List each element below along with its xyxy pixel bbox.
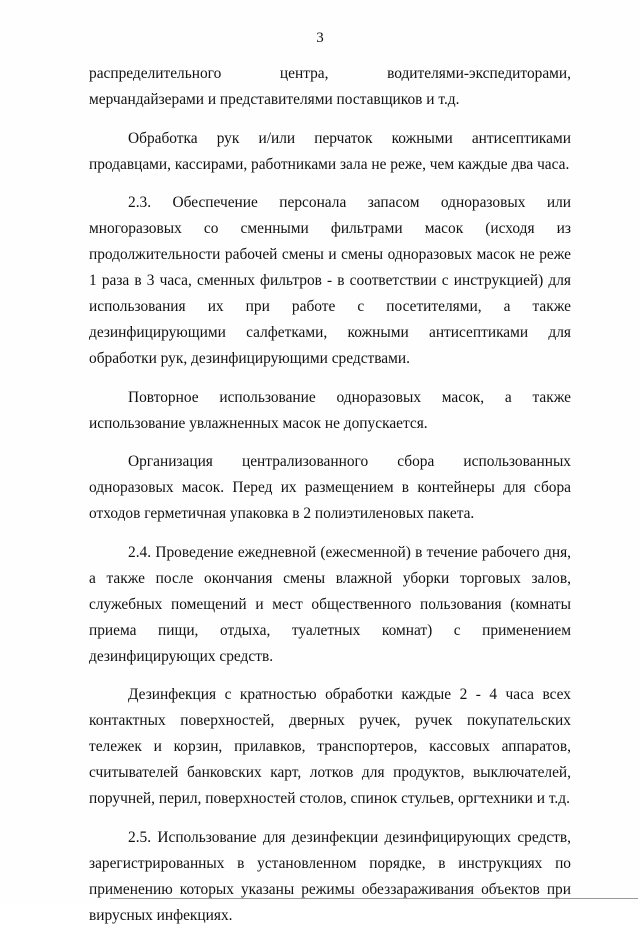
paragraph-2-4: 2.4. Проведение ежедневной (ежесменной) в течение рабочего дня, а также после окончания смены влажной уборки торговых залов, служебных помещений и мест общественного пользования (комнаты приема пищи, отдыха, туалетных комнат) с применением дезинфицирующих средств. (89, 543, 571, 665)
paragraph-hand-treatment: Обработка рук и/или перчаток кожными антисептиками продавцами, кассирами, работниками зала не реже, чем каждые два часа. (89, 129, 571, 173)
page-number: 3 (316, 30, 324, 46)
paragraph-disinfection-surfaces: Дезинфекция с кратностью обработки каждые 2 - 4 часа всех контактных поверхностей, дверных ручек, ручек покупательских тележек и корзин, прилавков, транспортеров, кассовых аппаратов, считывателей банковских карт, лотков для продуктов, выключателей, поручней, перил, поверхностей столов, спинок стульев, оргтехники и т.д. (89, 686, 571, 807)
paragraph-mask-reuse: Повторное использование одноразовых масок, а также использование увлажненных масок не допускается. (89, 388, 571, 432)
scan-edge-line (110, 898, 638, 899)
document-body (89, 61, 571, 941)
paragraph-continuation: распределительного центра, водителями-экспедиторами, мерчандайзерами и представителями поставщиков и т.д. (89, 65, 571, 108)
paragraph-2-3: 2.3. Обеспечение персонала запасом одноразовых или многоразовых со сменными фильтрами масок (исходя из продолжительности рабочей смены и смены одноразовых масок не реже 1 раза в 3 часа, сменных фильтров - в соответствии с инструкцией) для использования их при работе с посетителями, а также дезинфицирующими салфетками, кожными антисептиками для обработки рук, дезинфицирующими средствами. (89, 194, 571, 367)
paragraph-mask-collection: Организация централизованного сбора использованных одноразовых масок. Перед их размещением в контейнеры для сбора отходов герметичная упаковка в 2 полиэтиленовых пакета. (89, 453, 571, 522)
paragraph-2-5: 2.5. Использование для дезинфекции дезинфицирующих средств, зарегистрированных в установленном порядке, в инструкциях по применению которых указаны режимы обеззараживания объектов при вирусных инфекциях. (89, 828, 571, 924)
